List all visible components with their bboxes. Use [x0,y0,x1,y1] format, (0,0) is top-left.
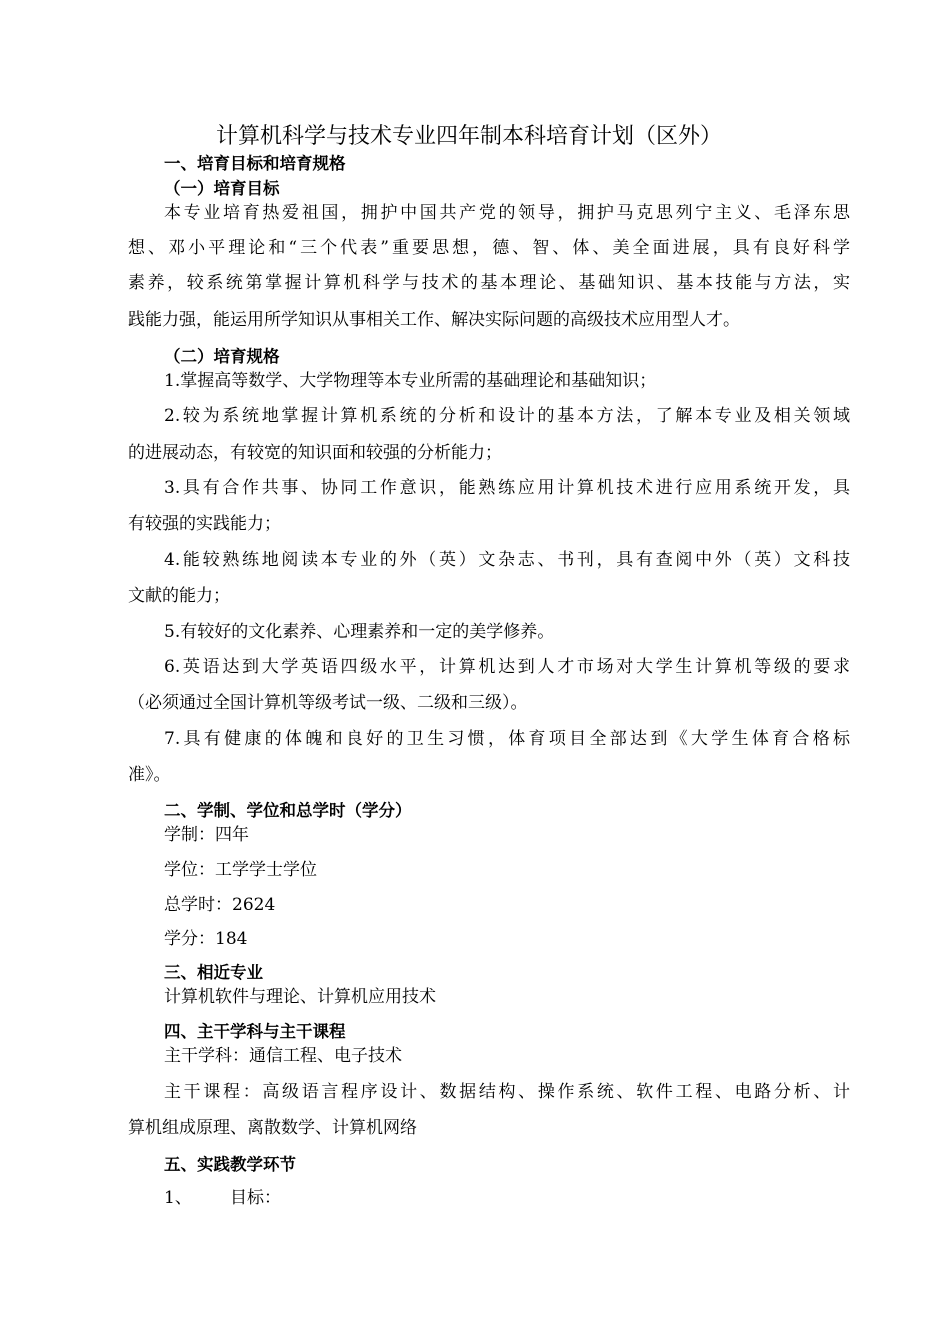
spec-line: 4.能较熟练地阅读本专业的外（英）文杂志、书刊，具有查阅中外（英）文科技 [164,550,850,570]
spec-line: 1.掌握高等数学、大学物理等本专业所需的基础理论和基础知识； [164,371,657,391]
spec-line: 5.有较好的文化素养、心理素养和一定的美学修养。 [164,622,555,642]
duration-item: 学制：四年 [164,825,249,845]
goal-line: 践能力强，能运用所学知识从事相关工作、解决实际问题的高级技术应用型人才。 [128,310,740,330]
spec-line: 准》。 [128,765,171,785]
section1-heading: 一、培育目标和培育规格 [164,154,346,173]
goal-line: 想、邓小平理论和“三个代表”重要思想，德、智、体、美全面进展，具有良好科学 [128,238,850,258]
spec-line: （必须通过全国计算机等级考试一级、二级和三级）。 [128,693,528,713]
total-hours-item: 总学时：2624 [164,895,276,915]
practice-item-number: 1、 [164,1188,192,1208]
spec-line: 文献的能力； [128,586,230,606]
spec-line: 7.具有健康的体魄和良好的卫生习惯，体育项目全部达到《大学生体育合格标 [164,729,850,749]
goal-heading: （一）培育目标 [164,179,280,198]
main-disciplines: 主干学科：通信工程、电子技术 [164,1046,402,1066]
credits-item: 学分：184 [164,929,248,949]
goal-line: 本专业培育热爱祖国，拥护中国共产党的领导，拥护马克思列宁主义、毛泽东思 [164,203,850,223]
spec-line: 的进展动态，有较宽的知识面和较强的分析能力； [128,443,502,463]
goal-line: 素养，较系统第掌握计算机科学与技术的基本理论、基础知识、基本技能与方法，实 [128,273,850,293]
degree-item: 学位：工学学士学位 [164,860,317,880]
section5-heading: 五、实践教学环节 [164,1155,296,1174]
main-courses: 主干课程：高级语言程序设计、数据结构、操作系统、软件工程、电路分析、计 [164,1082,850,1102]
section4-heading: 四、主干学科与主干课程 [164,1022,346,1041]
spec-line: 6.英语达到大学英语四级水平，计算机达到人才市场对大学生计算机等级的要求 [164,657,850,677]
spec-line: 3.具有合作共事、协同工作意识，能熟练应用计算机技术进行应用系统开发，具 [164,478,850,498]
spec-line: 有较强的实践能力； [128,514,281,534]
section2-heading: 二、学制、学位和总学时（学分） [164,801,412,820]
spec-heading: （二）培育规格 [164,347,280,366]
related-majors: 计算机软件与理论、计算机应用技术 [164,987,436,1007]
practice-item-label: 目标： [230,1188,281,1208]
section3-heading: 三、相近专业 [164,963,263,982]
spec-line: 2.较为系统地掌握计算机系统的分析和设计的基本方法，了解本专业及相关领域 [164,406,850,426]
document-title: 计算机科学与技术专业四年制本科培育计划（区外） [216,124,723,149]
main-courses-cont: 算机组成原理、离散数学、计算机网络 [128,1118,417,1138]
